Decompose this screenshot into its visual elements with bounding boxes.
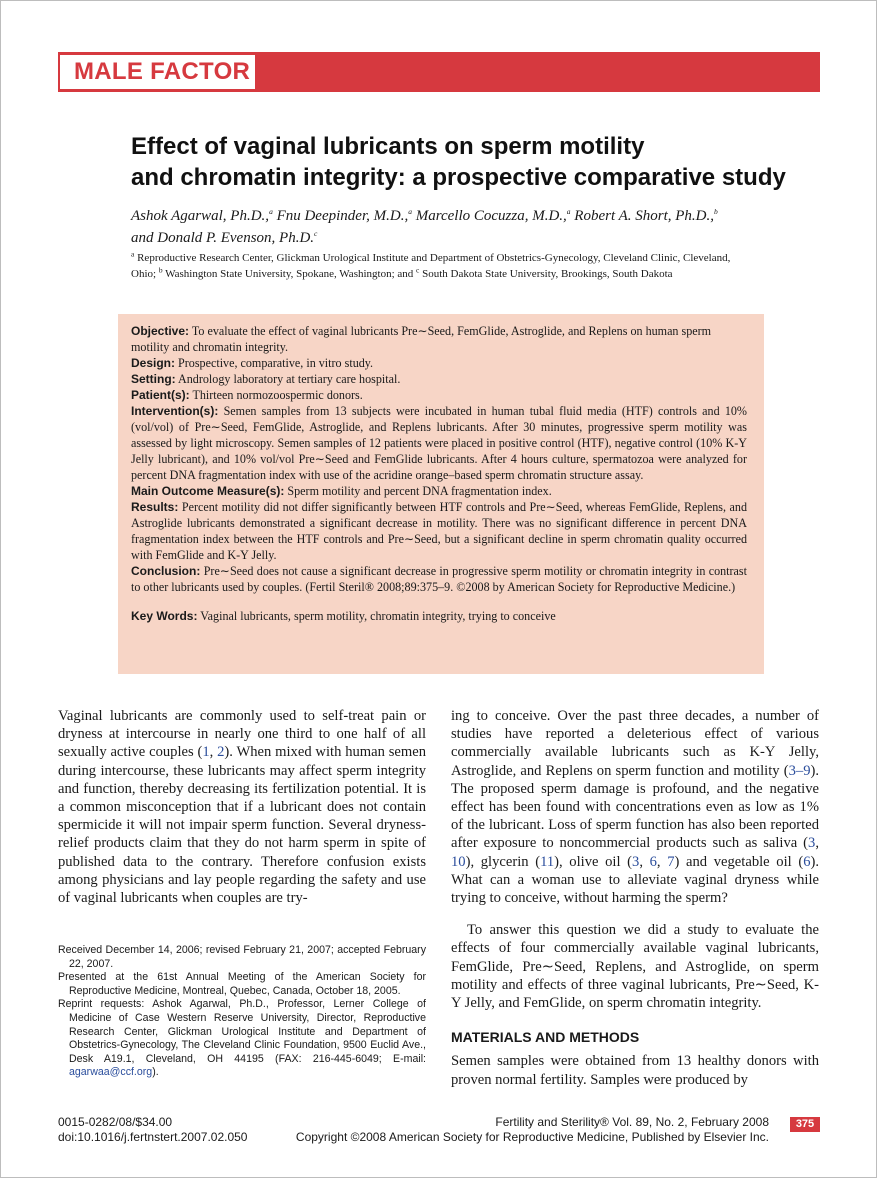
abstract-outcome: Main Outcome Measure(s): Sperm motility and percent DNA fragmentation index.	[131, 484, 552, 498]
citation-link[interactable]: 7	[667, 853, 675, 870]
body-column-right	[451, 707, 819, 1089]
reprint-note: Reprint requests: Ashok Agarwal, Ph.D., Professor, Lerner College of Medicine of Case Western Reserve University, Director, Reproductive Research Center, Glickman Urological Institute and Department of Obstetrics-Gynecology, The Cleveland Clinic Foundation, 9500 Euclid Ave., Desk A19.1, Cleveland, OH 44195 (FAX: 216-445-6049; E-mail: agarwaa@ccf.org).	[58, 998, 426, 1079]
methods-paragraph: Semen samples were obtained from 13 healthy donors with proven normal fertility. Samples were produced by	[451, 1053, 819, 1088]
copyright: Copyright ©2008 American Society for Reproductive Medicine, Published by Elsevier Inc.	[295, 1130, 769, 1144]
author-name: Fnu Deepinder, M.D.,	[276, 208, 409, 224]
affiliation-c: South Dakota State University, Brookings, South Dakota	[422, 267, 673, 280]
citation-link[interactable]: 3	[808, 835, 816, 852]
abstract-box	[118, 314, 764, 674]
author-list	[131, 205, 821, 249]
author-name: and Donald P. Evenson, Ph.D.	[131, 230, 315, 246]
affiliations	[131, 251, 751, 282]
doi: doi:10.1016/j.fertnstert.2007.02.050	[58, 1130, 248, 1144]
citation-link[interactable]: 1	[202, 744, 210, 761]
affiliation-marker: c	[416, 264, 420, 274]
abstract-patients: Patient(s): Thirteen normozoospermic donors.	[131, 388, 363, 402]
affiliation-marker: b	[714, 207, 718, 216]
affiliation-b: Washington State University, Spokane, Washington; and	[165, 267, 414, 280]
citation-link[interactable]: 6	[803, 853, 811, 870]
citation-link[interactable]: 11	[540, 853, 555, 870]
citation-link[interactable]: 10	[451, 853, 466, 870]
issn: 0015-0282/08/$34.00	[58, 1115, 173, 1129]
citation-link[interactable]: 3	[632, 853, 640, 870]
journal-citation: Fertility and Sterility® Vol. 89, No. 2, February 2008	[495, 1115, 769, 1129]
author-name: Ashok Agarwal, Ph.D.,	[131, 208, 270, 224]
page-number: 375	[790, 1117, 820, 1132]
affiliation-marker: c	[314, 229, 318, 238]
affiliation-marker: a	[566, 207, 571, 216]
affiliation-marker: a	[408, 207, 412, 216]
section-label: MALE FACTOR	[60, 55, 255, 89]
received-note: Received December 14, 2006; revised February 21, 2007; accepted February 22, 2007.	[58, 944, 426, 970]
abstract-conclusion: Conclusion: Pre∼Seed does not cause a significant decrease in progressive sperm motility or chromatin integrity in contrast to other lubricants used by couples. (Fertil Steril® 2008;89:375–9. ©2008 by American Society for Reproductive Medicine.)	[131, 564, 747, 594]
abstract-keywords: Key Words: Vaginal lubricants, sperm motility, chromatin integrity, trying to conceive	[131, 609, 556, 623]
abstract-objective: Objective: To evaluate the effect of vaginal lubricants Pre∼Seed, FemGlide, Astroglide, and Replens on human sperm motility and chromatin integrity.	[131, 324, 712, 354]
title-line-1: Effect of vaginal lubricants on sperm motility	[131, 133, 645, 160]
body-column-left	[58, 707, 426, 907]
abstract-results: Results: Percent motility did not differ significantly between HTF controls and Pre∼Seed, whereas FemGlide, Replens, and Astroglide lubricants demonstrated a significant decrease in motility. There was no significant difference in percent DNA fragmentation index between the HTF controls and Pre∼Seed, but a significant decline in sperm chromatin quality occurred with FemGlide and K-Y Jelly.	[131, 500, 748, 562]
footer-journal	[296, 1115, 769, 1145]
footer-identifiers	[58, 1115, 247, 1145]
citation-link[interactable]: 2	[217, 744, 225, 761]
article-notes	[58, 944, 426, 1080]
affiliation-marker: b	[158, 264, 163, 274]
affiliation-a: Reproductive Research Center, Glickman Urological Institute and Department of Obstetrics-Gynecology, Cleveland Clinic, Cleveland, Ohio;	[131, 252, 731, 280]
citation-link[interactable]: 6	[649, 853, 657, 870]
intro-paragraph-continued: ing to conceive. Over the past three decades, a number of studies have reported a deleterious effect of various commercially available lubricants such as K-Y Jelly, Astroglide, and Replens on sperm function and motility (3–9). The proposed sperm damage is profound, and the negative effect has been found with concentrations even as low as 1% of the lubricant. Loss of sperm function has also been reported after exposure to noncommercial products such as saliva (3, 10), glycerin (11), olive oil (3, 6, 7) and vegetable oil (6). What can a woman use to alleviate vaginal dryness while trying to conceive, without harming the sperm?	[451, 708, 820, 907]
intro-paragraph: Vaginal lubricants are commonly used to self-treat pain or dryness at intercourse in nearly one third to one half of all sexually active couples (1, 2). When mixed with human semen during intercourse, these lubricants may affect sperm integrity and function, thereby decreasing its fertilization potential. It is a common misconception that if a lubricant does not contain spermicide it will not impair sperm function. Several dryness-relief products claim that they do not harm sperm in spite of published data to the contrary. Therefore confusion exists among physicians and lay people regarding the safety and use of vaginal lubricants when couples are try-	[58, 708, 427, 907]
abstract-interventions: Intervention(s): Semen samples from 13 subjects were incubated in human tubal fluid media (HTF) controls and 10% (vol/vol) of Pre∼Seed, FemGlide, Astroglide, and Replens lubricants. After 30 minutes, progressive sperm motility was assessed by light microscopy. Semen samples of 12 patients were placed in positive control (HTF), negative control (10% K-Y Jelly lubricant), and 10% vol/vol Pre∼Seed and FemGlide lubricants. After 4 hours culture, spermatozoa were analyzed for percent DNA fragmentation index with use of the acridine orange–based sperm chromatin structure assay.	[131, 404, 747, 482]
section-banner	[58, 52, 820, 92]
title-line-2: and chromatin integrity: a prospective comparative study	[131, 164, 786, 191]
author-name: Marcello Cocuzza, M.D.,	[415, 208, 567, 224]
abstract-setting: Setting: Andrology laboratory at tertiary care hospital.	[131, 372, 401, 386]
article-title	[131, 131, 821, 193]
aim-paragraph: To answer this question we did a study to evaluate the effects of four commercially available vaginal lubricants, FemGlide, Pre∼Seed, Replens, and Astroglide, on sperm motility and effects of three vaginal lubricants, Pre∼Seed, K-Y Jelly, and FemGlide, on sperm chromatin integrity.	[451, 922, 819, 1012]
presented-note: Presented at the 61st Annual Meeting of the American Society for Reproductive Medicine, Montreal, Quebec, Canada, October 18, 2005.	[58, 971, 426, 997]
intro-text-split: ). When mixed with human semen during intercourse, these lubricants may affect sperm integrity and function, thereby decreasing its fertilization potential. It is a common misconception that if a lubricant does not contain spermicide it will not impair sperm function. Several dryness-relief products claim that they do not harm sperm in spite of published data to the contrary. Therefore confusion exists among physicians and lay people regarding the safety and use of vaginal lubricants when couples are try-	[58, 744, 427, 907]
author-name: Robert A. Short, Ph.D.,	[574, 208, 715, 224]
abstract-design: Design: Prospective, comparative, in vitro study.	[131, 356, 374, 370]
email-link[interactable]: agarwaa@ccf.org	[69, 1066, 153, 1079]
affiliation-marker: a	[131, 249, 135, 259]
methods-heading: MATERIALS AND METHODS	[451, 1029, 640, 1046]
affiliation-marker: a	[269, 207, 273, 216]
citation-link[interactable]: 3–9	[788, 762, 811, 779]
